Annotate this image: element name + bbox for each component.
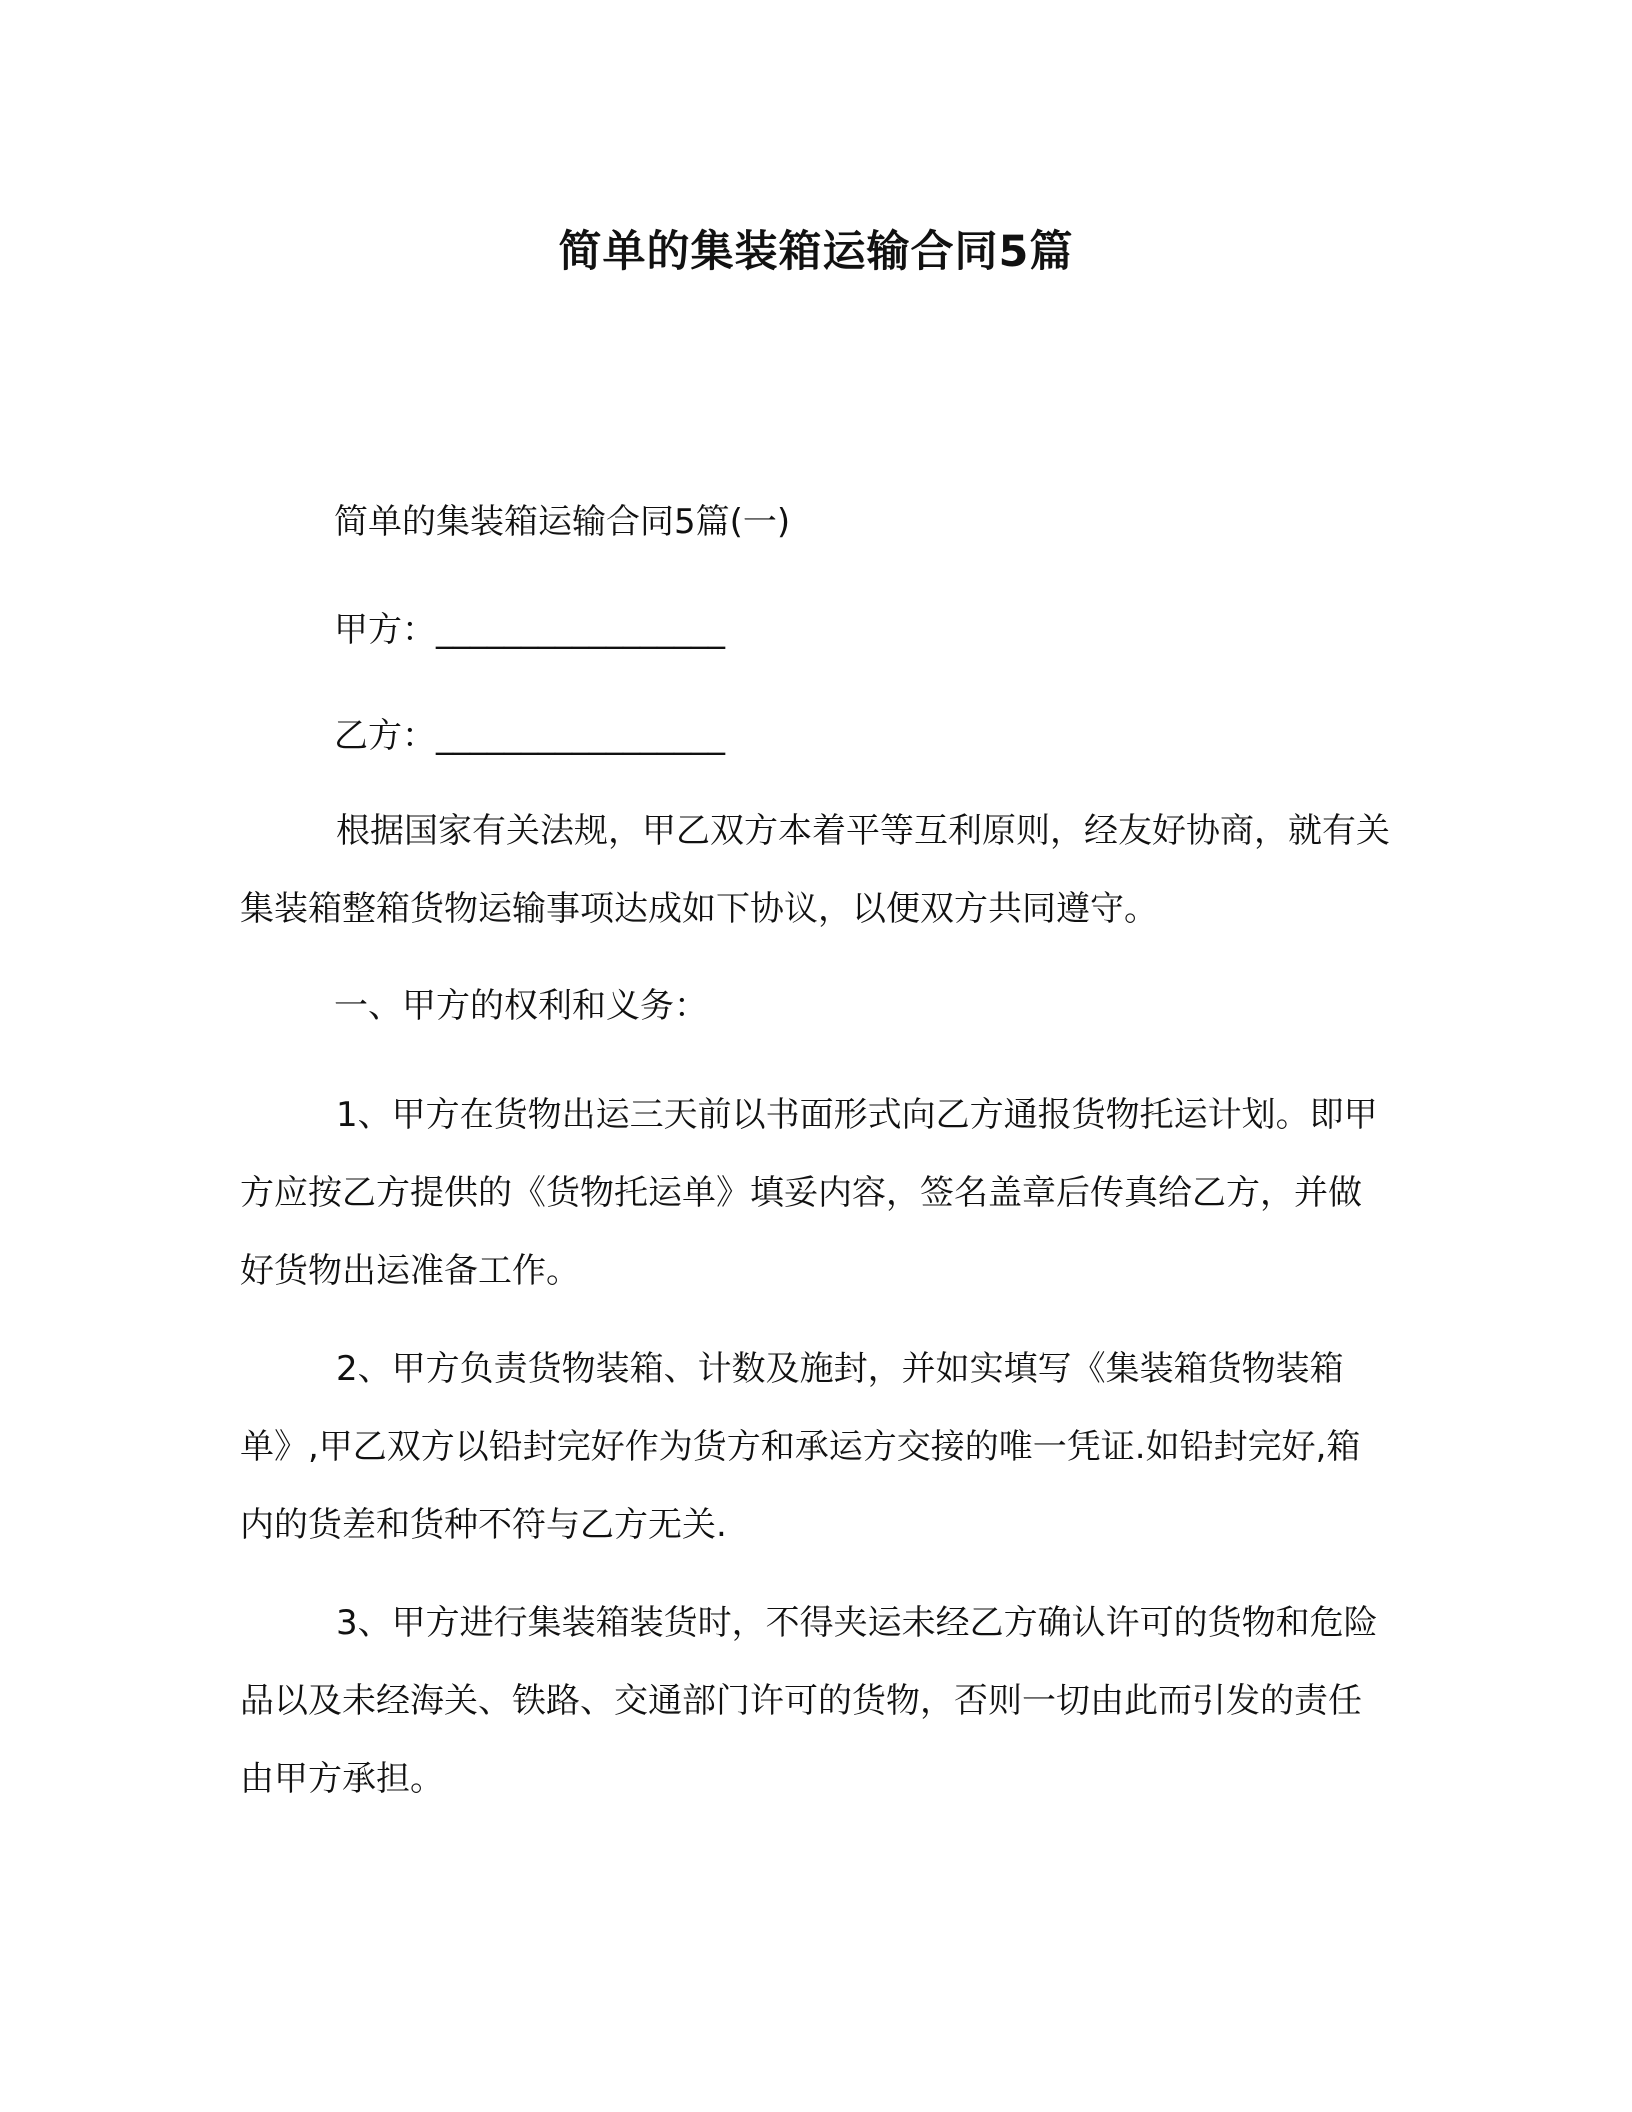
clause-2-paragraph: 2、甲方负责货物装箱、计数及施封，并如实填写《集装箱货物装箱单》,甲乙双方以铅封完好作为货方和承运方交接的唯一凭证.如铅封完好,箱内的货差和货种不符与乙方无关. (240, 1349, 1361, 1545)
contract-subtitle: 简单的集装箱运输合同5篇(一) (334, 502, 791, 542)
intro-paragraph: 根据国家有关法规，甲乙双方本着平等互利原则，经友好协商，就有关集装箱整箱货物运输事项达成如下协议，以便双方共同遵守。 (240, 811, 1390, 929)
clause-3-paragraph: 3、甲方进行集装箱装货时，不得夹运未经乙方确认许可的货物和危险品以及未经海关、铁路、交通部门许可的货物，否则一切由此而引发的责任由甲方承担。 (240, 1603, 1378, 1799)
party-a-line: 甲方：_________________ (334, 610, 725, 650)
section-heading: 一、甲方的权利和义务： (334, 986, 708, 1026)
document-title: 简单的集装箱运输合同5篇 (558, 227, 1074, 277)
party-b-line: 乙方：_________________ (334, 716, 725, 756)
clause-1-paragraph: 1、甲方在货物出运三天前以书面形式向乙方通报货物托运计划。即甲方应按乙方提供的《货物托运单》填妥内容，签名盖章后传真给乙方，并做好货物出运准备工作。 (240, 1095, 1378, 1291)
